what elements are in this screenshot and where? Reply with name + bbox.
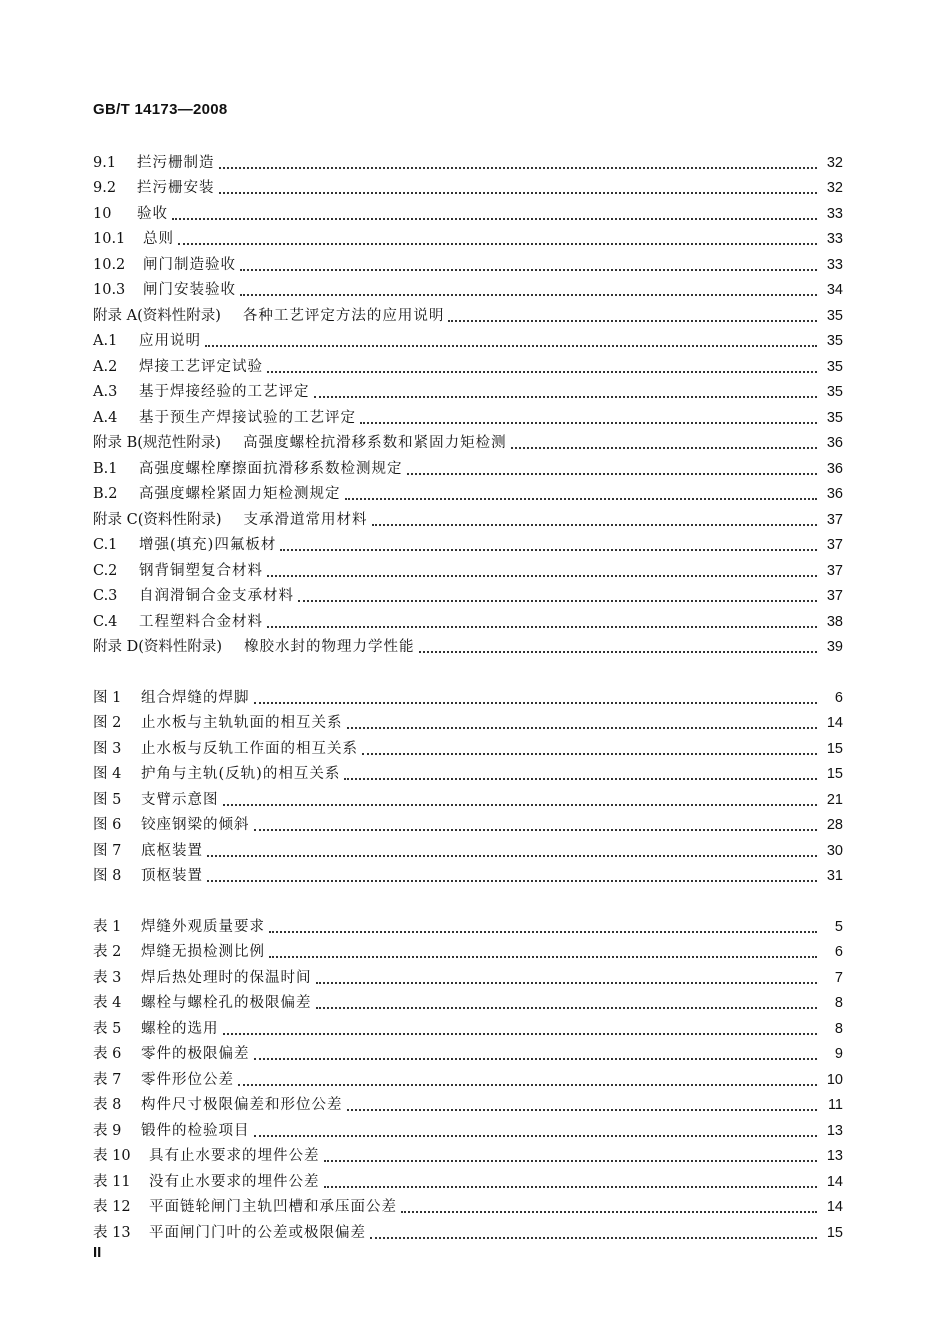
toc-entry-page: 10 — [826, 1071, 843, 1088]
toc-leader-dots — [407, 473, 818, 475]
toc-entry-page: 37 — [826, 588, 843, 604]
toc-leader-dots — [240, 294, 817, 296]
toc-entry-number: 表 7 — [93, 1071, 122, 1088]
toc-entry-page: 33 — [826, 256, 843, 273]
toc-leader-dots — [344, 778, 817, 780]
toc-leader-dots — [316, 982, 818, 984]
toc-entry-number: 9.1 — [93, 154, 117, 171]
toc-entry[interactable] — [93, 631, 843, 657]
toc-entry-title: 焊接工艺评定试验 — [139, 358, 263, 375]
toc-entry-title: 拦污栅安装 — [137, 180, 215, 196]
toc-entry-number: 图 1 — [93, 689, 122, 706]
toc-entry-page: 32 — [826, 180, 843, 196]
toc-entry-page: 37 — [826, 562, 843, 579]
toc-entry-title: 拦污栅制造 — [137, 154, 215, 171]
toc-entry-page: 8 — [834, 995, 843, 1011]
toc-leader-dots — [280, 549, 817, 551]
toc-entry-title: 焊缝外观质量要求 — [141, 918, 265, 935]
toc-entry-page: 31 — [826, 868, 843, 884]
toc-entry-title: 自润滑铜合金支承材料 — [139, 588, 294, 604]
toc-entry-title: 总则 — [143, 231, 174, 247]
toc-entry-page: 37 — [826, 511, 843, 528]
toc-entry-number: 图 7 — [93, 842, 122, 859]
toc-leader-dots — [370, 1237, 817, 1239]
toc-entry-page: 5 — [834, 918, 843, 935]
toc-entry-title: 具有止水要求的埋件公差 — [149, 1148, 320, 1164]
toc-entry-number: 表 3 — [93, 969, 122, 986]
toc-entry-title: 组合焊缝的焊脚 — [141, 689, 250, 706]
toc-entry-page: 13 — [826, 1122, 843, 1139]
toc-entry[interactable] — [93, 1191, 843, 1217]
toc-entry[interactable] — [93, 961, 843, 987]
toc-entry[interactable] — [93, 223, 843, 249]
toc-entry-page: 15 — [826, 766, 843, 782]
toc-leader-dots — [298, 600, 817, 602]
toc-entry[interactable] — [93, 758, 843, 784]
toc-entry-page: 35 — [826, 358, 843, 375]
toc-entry[interactable] — [93, 987, 843, 1013]
toc-leader-dots — [269, 956, 817, 958]
toc-leader-dots — [314, 396, 818, 398]
toc-leader-dots — [362, 753, 817, 755]
toc-entry[interactable] — [93, 427, 843, 453]
toc-entry-page: 21 — [826, 791, 843, 808]
toc-entry[interactable] — [93, 248, 843, 274]
toc-entry-page: 32 — [826, 154, 843, 171]
standard-code-header: GB/T 14173—2008 — [93, 101, 228, 118]
toc-entry-page: 36 — [826, 486, 843, 502]
toc-entry[interactable] — [93, 376, 843, 402]
toc-entry-number: 10 — [93, 205, 112, 222]
toc-entry-title: 平面闸门门叶的公差或极限偏差 — [149, 1224, 366, 1241]
toc-leader-dots — [223, 804, 818, 806]
toc-entry-page: 35 — [826, 409, 843, 426]
toc-entry-page: 38 — [826, 613, 843, 630]
toc-entry-page: 33 — [826, 205, 843, 222]
toc-entry-title: 钢背铜塑复合材料 — [139, 562, 263, 579]
toc-leader-dots — [324, 1186, 818, 1188]
toc-entry-page: 9 — [834, 1046, 843, 1062]
toc-entry[interactable] — [93, 299, 843, 325]
toc-entry-title: 没有止水要求的埋件公差 — [149, 1173, 320, 1190]
toc-entry-title: 闸门制造验收 — [143, 256, 236, 273]
toc-entry-page: 6 — [834, 689, 843, 706]
toc-entry[interactable] — [93, 1140, 843, 1166]
toc-entry-number: A.1 — [93, 333, 118, 349]
toc-entry-number: 图 2 — [93, 715, 122, 731]
toc-entry-number: 表 13 — [93, 1224, 131, 1241]
toc-leader-dots — [207, 855, 817, 857]
toc-entry[interactable] — [93, 452, 843, 478]
toc-leader-dots — [345, 498, 818, 500]
toc-entry-number: 表 8 — [93, 1097, 122, 1113]
toc-entry-title: 应用说明 — [139, 333, 201, 349]
toc-entry-title: 螺栓的选用 — [141, 1020, 219, 1037]
toc-entry-page: 14 — [826, 1199, 843, 1215]
toc-entry-title: 基于预生产焊接试验的工艺评定 — [139, 409, 356, 426]
toc-leader-dots — [324, 1160, 818, 1162]
toc-entry[interactable] — [93, 146, 843, 172]
toc-entry-number: 表 5 — [93, 1020, 122, 1037]
toc-entry-page: 35 — [826, 384, 843, 400]
toc-entry-number: C.3 — [93, 588, 118, 604]
toc-entry-title: 焊缝无损检测比例 — [141, 944, 265, 960]
toc-entry-title: 底枢装置 — [141, 842, 203, 859]
toc-leader-dots — [372, 524, 817, 526]
toc-entry[interactable] — [93, 350, 843, 376]
toc-entry-number: 图 8 — [93, 868, 122, 884]
toc-entry[interactable] — [93, 707, 843, 733]
toc-entry-number: 附录 A(资料性附录) — [93, 307, 221, 324]
toc-entry[interactable] — [93, 936, 843, 962]
toc-entry-title: 铰座钢梁的倾斜 — [141, 817, 250, 833]
toc-entry[interactable] — [93, 1114, 843, 1140]
toc-entry-title: 焊后热处理时的保温时间 — [141, 969, 312, 986]
toc-entry-number: 表 10 — [93, 1148, 131, 1164]
toc-entry-title: 橡胶水封的物理力学性能 — [244, 639, 415, 655]
toc-leader-dots — [267, 575, 817, 577]
toc-entry[interactable] — [93, 503, 843, 529]
toc-entry-title: 验收 — [137, 205, 168, 222]
toc-leader-dots — [347, 1109, 818, 1111]
toc-entry-title: 螺栓与螺栓孔的极限偏差 — [141, 995, 312, 1011]
toc-leader-dots — [254, 1135, 818, 1137]
toc-entry-page: 28 — [826, 817, 843, 833]
toc-leader-dots — [178, 243, 817, 245]
toc-entry[interactable] — [93, 1165, 843, 1191]
toc-entry-number: 附录 B(规范性附录) — [93, 435, 222, 451]
toc-entry-number: A.2 — [93, 358, 118, 375]
toc-entry[interactable] — [93, 325, 843, 351]
toc-entry-number: B.1 — [93, 460, 118, 477]
toc-entry[interactable] — [93, 580, 843, 606]
toc-entry-number: 10.1 — [93, 231, 126, 247]
toc-entry-page: 39 — [826, 639, 843, 655]
toc-leader-dots — [254, 702, 818, 704]
toc-entry-number: 图 6 — [93, 817, 122, 833]
toc-leader-dots — [238, 1084, 817, 1086]
toc-entry-number: 附录 D(资料性附录) — [93, 639, 223, 655]
toc-leader-dots — [254, 1058, 818, 1060]
toc-entry[interactable] — [93, 809, 843, 835]
toc-entry-page: 15 — [826, 740, 843, 757]
toc-entry-title: 工程塑料合金材料 — [139, 613, 263, 630]
toc-entry[interactable] — [93, 529, 843, 555]
toc-entry-title: 零件的极限偏差 — [141, 1046, 250, 1062]
toc-entry-title: 锻件的检验项目 — [141, 1122, 250, 1139]
toc-entry-title: 高强度螺栓摩擦面抗滑移系数检测规定 — [139, 460, 403, 477]
toc-entry-page: 35 — [826, 333, 843, 349]
toc-entry-page: 14 — [826, 1173, 843, 1190]
toc-entry-title: 高强度螺栓抗滑移系数和紧固力矩检测 — [243, 435, 507, 451]
toc-entry-number: 图 3 — [93, 740, 122, 757]
toc-entry-page: 15 — [826, 1224, 843, 1241]
toc-entry-number: A.3 — [93, 384, 118, 400]
toc-entry-page: 36 — [826, 460, 843, 477]
toc-entry-page: 8 — [834, 1020, 843, 1037]
toc-entry[interactable] — [93, 783, 843, 809]
toc-entry-number: 表 12 — [93, 1199, 131, 1215]
toc-entry-number: 9.2 — [93, 180, 117, 196]
toc-entry-page: 33 — [826, 231, 843, 247]
toc-entry-page: 30 — [826, 842, 843, 859]
toc-entry-title: 零件形位公差 — [141, 1071, 234, 1088]
toc-entry-title: 闸门安装验收 — [143, 282, 236, 298]
toc-entry-title: 顶枢装置 — [141, 868, 203, 884]
toc-entry-title: 支臂示意图 — [141, 791, 219, 808]
toc-leader-dots — [401, 1211, 817, 1213]
toc-figures-section — [93, 681, 843, 885]
toc-entry-number: 表 2 — [93, 944, 122, 960]
toc-leader-dots — [419, 651, 817, 653]
toc-entry-page: 37 — [826, 537, 843, 553]
toc-tables-section — [93, 910, 843, 1242]
toc-entry-page: 34 — [826, 282, 843, 298]
toc-entry-number: C.1 — [93, 537, 118, 553]
toc-leader-dots — [448, 320, 817, 322]
toc-leader-dots — [267, 371, 817, 373]
toc-entry-page: 7 — [834, 969, 843, 986]
toc-entry[interactable] — [93, 1089, 843, 1115]
toc-leader-dots — [254, 829, 818, 831]
toc-entry-number: 附录 C(资料性附录) — [93, 511, 222, 528]
toc-entry-title: 构件尺寸极限偏差和形位公差 — [141, 1097, 343, 1113]
toc-leader-dots — [347, 727, 818, 729]
toc-entry[interactable] — [93, 172, 843, 198]
toc-leader-dots — [223, 1033, 818, 1035]
toc-leader-dots — [219, 192, 818, 194]
toc-leader-dots — [267, 626, 817, 628]
toc-leader-dots — [240, 269, 817, 271]
toc-entry-page: 36 — [826, 435, 843, 451]
toc-entry-page: 13 — [826, 1148, 843, 1164]
toc-entry-number: B.2 — [93, 486, 118, 502]
toc-entry-title: 护角与主轨(反轨)的相互关系 — [141, 766, 341, 782]
toc-entry-number: 图 5 — [93, 791, 122, 808]
toc-leader-dots — [269, 931, 817, 933]
toc-entry-number: 表 1 — [93, 918, 122, 935]
toc-leader-dots — [172, 218, 817, 220]
toc-entry-number: C.2 — [93, 562, 118, 579]
toc-entry-page: 11 — [827, 1097, 843, 1113]
toc-entry[interactable] — [93, 860, 843, 886]
toc-entry-number: 表 11 — [93, 1173, 131, 1190]
toc-entry[interactable] — [93, 910, 843, 936]
toc-entry[interactable] — [93, 1038, 843, 1064]
toc-leader-dots — [360, 422, 817, 424]
toc-entry-page: 6 — [834, 944, 843, 960]
toc-entry-number: A.4 — [93, 409, 118, 426]
toc-entry[interactable] — [93, 478, 843, 504]
toc-leader-dots — [511, 447, 817, 449]
toc-entry[interactable] — [93, 732, 843, 758]
toc-entry-title: 增强(填充)四氟板材 — [139, 537, 277, 553]
toc-contents-section — [93, 146, 843, 656]
toc-entry-number: 表 9 — [93, 1122, 122, 1139]
toc-entry-title: 支承滑道常用材料 — [243, 511, 368, 528]
toc-entry-title: 高强度螺栓紧固力矩检测规定 — [139, 486, 341, 502]
toc-entry-number: 10.3 — [93, 282, 126, 298]
toc-entry-number: 表 4 — [93, 995, 122, 1011]
toc-entry-number: 表 6 — [93, 1046, 122, 1062]
toc-entry[interactable] — [93, 401, 843, 427]
toc-entry[interactable] — [93, 197, 843, 223]
toc-entry[interactable] — [93, 605, 843, 631]
toc-entry[interactable] — [93, 1063, 843, 1089]
toc-entry[interactable] — [93, 681, 843, 707]
toc-leader-dots — [219, 167, 818, 169]
toc-entry[interactable] — [93, 1012, 843, 1038]
toc-entry-page: 35 — [826, 307, 843, 324]
toc-entry-title: 止水板与主轨轨面的相互关系 — [141, 715, 343, 731]
toc-entry-title: 基于焊接经验的工艺评定 — [139, 384, 310, 400]
toc-leader-dots — [205, 345, 817, 347]
page-number: II — [93, 1244, 102, 1261]
toc-entry-number: 图 4 — [93, 766, 122, 782]
toc-entry[interactable] — [93, 1216, 843, 1242]
toc-leader-dots — [316, 1007, 818, 1009]
toc-entry-page: 14 — [826, 715, 843, 731]
toc-entry-number: 10.2 — [93, 256, 126, 273]
toc-entry-number: C.4 — [93, 613, 118, 630]
toc-entry[interactable] — [93, 554, 843, 580]
toc-entry-title: 平面链轮闸门主轨凹槽和承压面公差 — [149, 1199, 397, 1215]
toc-entry-title: 各种工艺评定方法的应用说明 — [242, 307, 445, 324]
toc-entry[interactable] — [93, 834, 843, 860]
toc-entry[interactable] — [93, 274, 843, 300]
toc-leader-dots — [207, 880, 817, 882]
toc-entry-title: 止水板与反轨工作面的相互关系 — [141, 740, 358, 757]
